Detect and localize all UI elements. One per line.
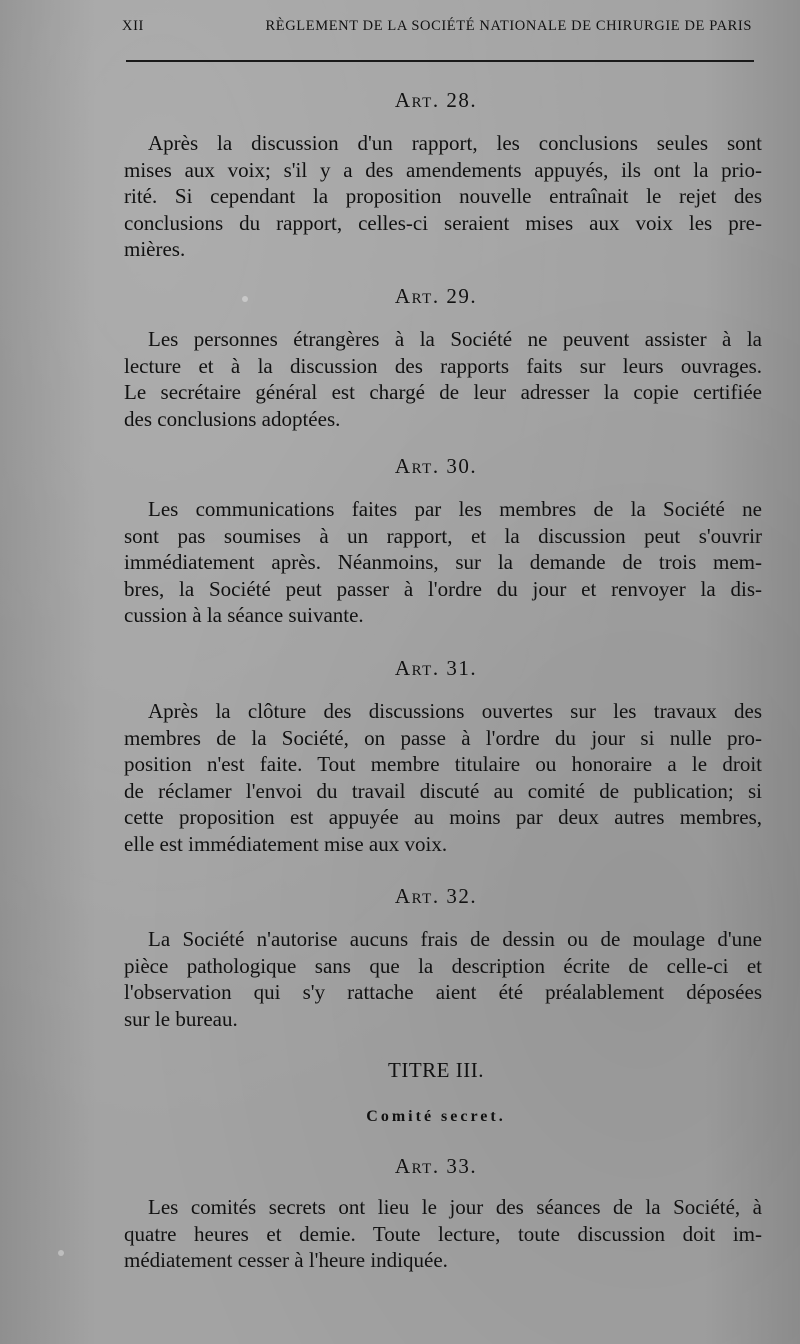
article-31-text	[124, 698, 762, 857]
paper-speck	[58, 1250, 64, 1256]
header-rule	[126, 60, 754, 62]
page-folio: XII	[122, 18, 144, 34]
running-head	[122, 18, 752, 35]
article-29-text	[124, 326, 762, 432]
text-line: cussion à la séance suivante.	[124, 603, 364, 627]
text-line: rité. Si cependant la proposition nouvelle entraînait le rejet des	[124, 184, 762, 208]
article-32-heading: Art. 32.	[394, 884, 478, 908]
text-line: sur le bureau.	[124, 1006, 238, 1031]
article-30-text	[124, 496, 762, 629]
text-line: quatre heures et demie. Toute lecture, toute discussion doit im-	[124, 1221, 762, 1246]
text-line: médiatement cesser à l'heure indiquée.	[124, 1248, 448, 1272]
text-line: bres, la Société peut passer à l'ordre du jour et renvoyer la dis-	[124, 576, 762, 601]
article-30-heading: Art. 30.	[394, 454, 478, 478]
text-line: Les comités secrets ont lieu le jour des séances de la Société, à	[148, 1195, 762, 1219]
article-29-heading: Art. 29.	[394, 284, 478, 308]
text-line: lecture et à la discussion des rapports faits sur leurs ouvrages.	[124, 353, 762, 378]
running-title: RÈGLEMENT DE LA SOCIÉTÉ NATIONALE DE CHIRURGIE DE PARIS	[265, 18, 752, 34]
text-line: conclusions du rapport, celles-ci seraient mises aux voix les pre-	[124, 210, 762, 235]
text-line: sont pas soumises à un rapport, et la discussion peut s'ouvrir	[124, 523, 762, 548]
text-line: pièce pathologique sans que la description écrite de celle-ci et	[124, 953, 762, 978]
article-28-text	[124, 130, 762, 263]
text-line: mises aux voix; s'il y a des amendements appuyés, ils ont la prio-	[124, 157, 762, 182]
text-line: Le secrétaire général est chargé de leur adresser la copie certifiée	[124, 380, 762, 404]
article-28-heading: Art. 28.	[394, 88, 478, 112]
text-line: immédiatement après. Néanmoins, sur la demande de trois mem-	[124, 550, 762, 574]
paper-speck	[242, 296, 248, 302]
article-32-text	[124, 926, 762, 1032]
text-line: cette proposition est appuyée au moins par deux autres membres,	[124, 805, 762, 829]
text-line: La Société n'autorise aucuns frais de dessin ou de moulage d'une	[148, 927, 762, 951]
text-line: de réclamer l'envoi du travail discuté au comité de publication; si	[124, 778, 762, 803]
text-line: l'observation qui s'y rattache aient été préalablement déposées	[124, 980, 762, 1004]
text-line: Après la clôture des discussions ouvertes sur les travaux des	[148, 699, 762, 723]
text-line: Après la discussion d'un rapport, les conclusions seules sont	[148, 131, 762, 155]
text-line: mières.	[124, 237, 186, 261]
text-line: Les personnes étrangères à la Société ne peuvent assister à la	[148, 327, 762, 351]
text-line: membres de la Société, on passe à l'ordre du jour si nulle pro-	[124, 725, 762, 750]
article-31-heading: Art. 31.	[394, 656, 478, 680]
article-33-heading: Art. 33.	[394, 1154, 478, 1178]
section-title: TITRE III.	[388, 1058, 484, 1082]
article-33-text	[124, 1194, 762, 1274]
section-subtitle: Comité secret.	[366, 1108, 506, 1125]
text-line: Les communications faites par les membres de la Société ne	[148, 497, 762, 521]
text-line: des conclusions adoptées.	[124, 406, 341, 431]
text-line: position n'est faite. Tout membre titulaire ou honoraire a le droit	[124, 752, 762, 776]
text-line: elle est immédiatement mise aux voix.	[124, 831, 448, 856]
